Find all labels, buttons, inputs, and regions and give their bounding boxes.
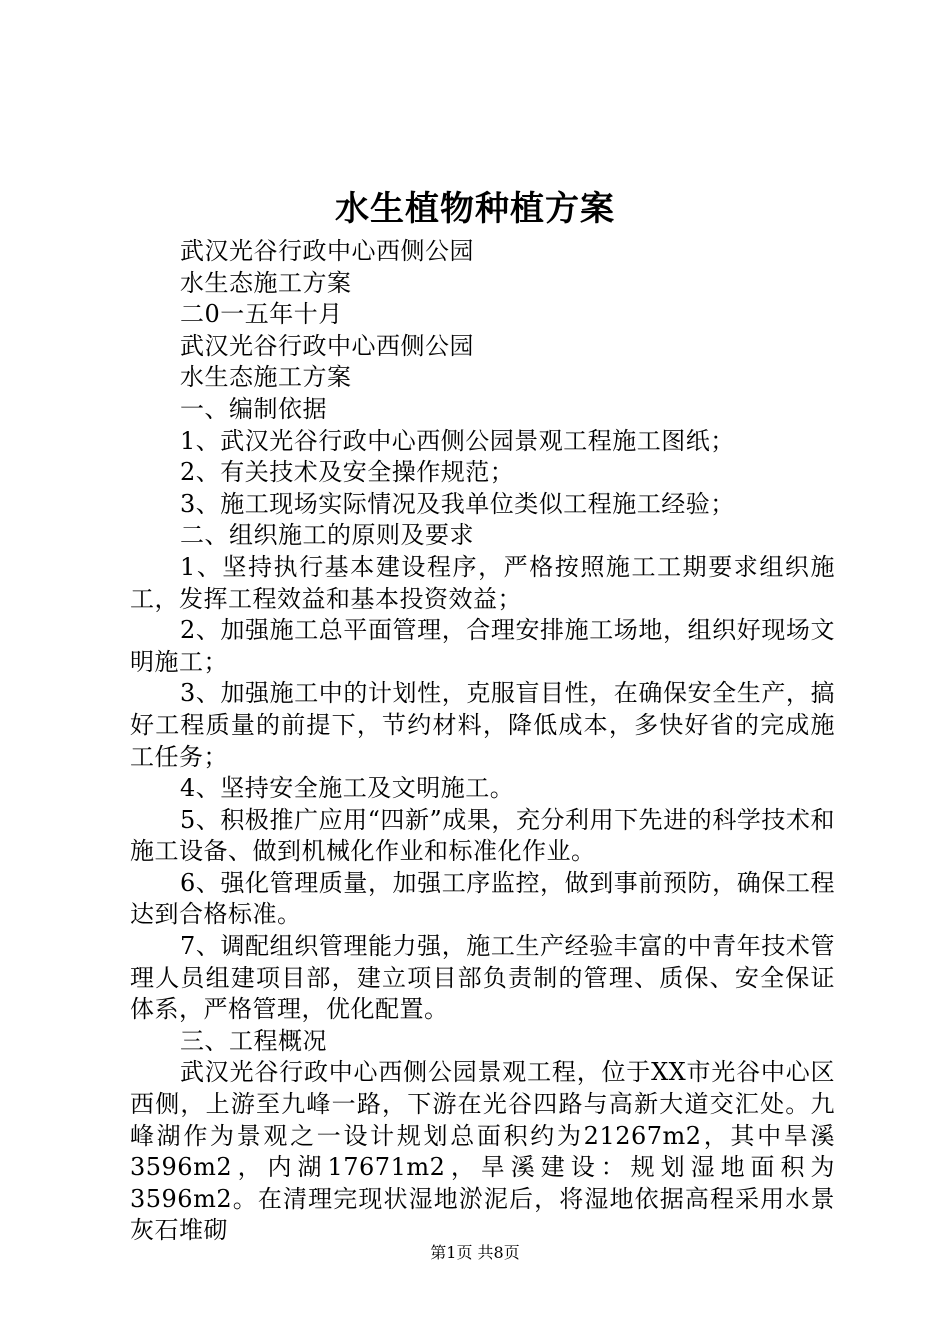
section-heading: 三、工程概况: [180, 1026, 327, 1055]
document-body: [130, 236, 835, 1247]
principle-paragraph: 5、积极推广应用“四新”成果，充分利用下先进的科学技术和施工设备、做到机械化作业和标准化作业。: [130, 805, 835, 866]
list-item: 3、施工现场实际情况及我单位类似工程施工经验；: [180, 489, 735, 518]
text-line: 水生态施工方案: [180, 363, 352, 392]
document-title: 水生植物种植方案: [335, 189, 615, 229]
text-line: 二0一五年十月: [180, 300, 343, 329]
list-item: 1、武汉光谷行政中心西侧公园景观工程施工图纸；: [180, 426, 735, 455]
text-line: 武汉光谷行政中心西侧公园: [180, 331, 474, 360]
principle-paragraph: 4、坚持安全施工及文明施工。: [180, 774, 515, 803]
text-line: 武汉光谷行政中心西侧公园: [180, 237, 474, 265]
list-item: 2、有关技术及安全操作规范；: [180, 458, 515, 487]
section-heading: 一、编制依据: [180, 394, 327, 423]
page-footer: 第1页 共8页: [430, 1243, 520, 1262]
text-line: 水生态施工方案: [180, 268, 352, 297]
principle-paragraph: 7、调配组织管理能力强，施工生产经验丰富的中青年技术管理人员组建项目部，建立项目部负责制的管理、质保、安全保证体系，严格管理，优化配置。: [130, 932, 835, 1024]
principle-paragraph: 3、加强施工中的计划性，克服盲目性，在确保安全生产，搞好工程质量的前提下，节约材料，降低成本，多快好省的完成施工任务；: [130, 679, 835, 771]
principle-paragraph: 6、强化管理质量，加强工序监控，做到事前预防，确保工程达到合格标准。: [130, 868, 835, 929]
project-overview-paragraph: 武汉光谷行政中心西侧公园景观工程，位于XX市光谷中心区西侧，上游至九峰一路，下游在光谷四路与高新大道交汇处。九峰湖作为景观之一设计规划总面积约为21267m2，其中旱溪3596m2，内湖17671m2，旱溪建设：规划湿地面积为3596m2。在清理完现状湿地淤泥后，将湿地依据高程采用水景灰石堆砌: [130, 1058, 835, 1245]
principle-paragraph: 1、坚持执行基本建设程序，严格按照施工工期要求组织施工，发挥工程效益和基本投资效益；: [130, 552, 835, 613]
section-heading: 二、组织施工的原则及要求: [180, 521, 474, 550]
principle-paragraph: 2、加强施工总平面管理，合理安排施工场地，组织好现场文明施工；: [130, 616, 835, 676]
